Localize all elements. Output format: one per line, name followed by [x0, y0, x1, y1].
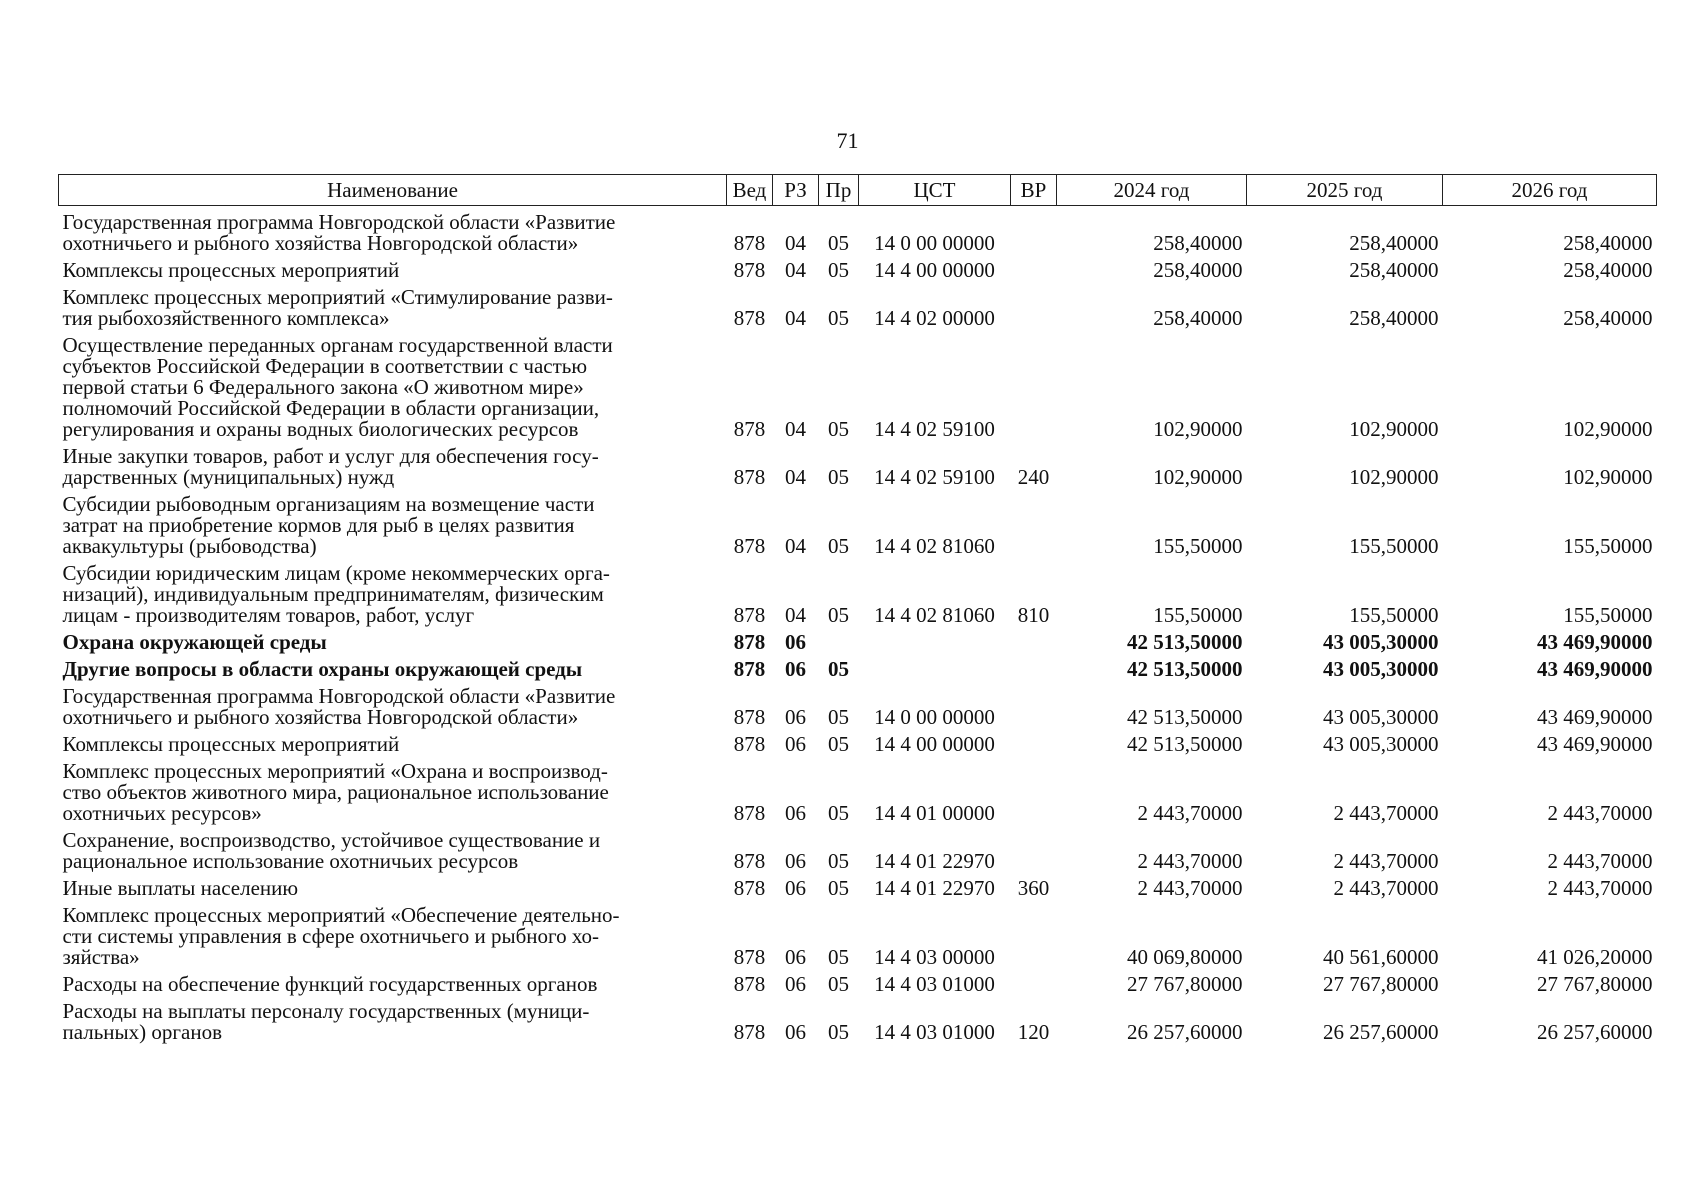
name-line: охотничьего и рыбного хозяйства Новгородской области» — [62, 231, 579, 255]
name-line: пальных) органов — [62, 1020, 222, 1044]
cell-cst: 14 4 00 00000 — [874, 258, 995, 282]
cell-pr: 05 — [828, 258, 849, 282]
cell-2024: 102,90000 — [1153, 417, 1243, 441]
table-row — [59, 557, 1657, 626]
cell-2026: 155,50000 — [1563, 534, 1653, 558]
cell-2026: 43 469,90000 — [1537, 630, 1653, 654]
cell-cst — [859, 653, 1011, 680]
name-line: полномочий Российской Федерации в области организации, — [62, 396, 600, 420]
cell-cst: 14 4 02 59100 — [874, 417, 995, 441]
cell-2024: 40 069,80000 — [1127, 945, 1243, 969]
header-rz: РЗ — [773, 175, 819, 206]
name-line: тия рыбохозяйственного комплекса» — [62, 306, 390, 330]
cell-rz: 06 — [785, 801, 806, 825]
name-line: охотничьего и рыбного хозяйства Новгородской области» — [62, 705, 579, 729]
cell-cst — [859, 626, 1011, 653]
cell-ved: 878 — [733, 417, 766, 441]
name-line: субъектов Российской Федерации в соответствии с частью — [62, 354, 588, 378]
cell-2026: 258,40000 — [1563, 258, 1653, 282]
cell-rz: 04 — [785, 258, 806, 282]
name-line: Сохранение, воспроизводство, устойчивое существование и — [62, 828, 601, 852]
cell-ved: 878 — [733, 945, 766, 969]
cell-rz: 06 — [785, 732, 806, 756]
cell-2025: 2 443,70000 — [1333, 849, 1439, 873]
cell-2025: 40 561,60000 — [1323, 945, 1439, 969]
cell-cst: 14 4 03 01000 — [874, 1020, 995, 1044]
cell-cst: 14 4 02 59100 — [874, 465, 995, 489]
cell-vr — [1011, 206, 1057, 255]
cell-cst: 14 0 00 00000 — [874, 231, 995, 255]
cell-2026: 27 767,80000 — [1537, 972, 1653, 996]
cell-pr: 05 — [828, 876, 849, 900]
cell-rz: 06 — [785, 630, 806, 654]
cell-rz: 06 — [785, 705, 806, 729]
table-row — [59, 254, 1657, 281]
cell-rz: 06 — [785, 876, 806, 900]
cell-rz: 06 — [785, 972, 806, 996]
cell-2024: 42 513,50000 — [1127, 732, 1243, 756]
table-row — [59, 899, 1657, 968]
cell-pr: 05 — [828, 732, 849, 756]
cell-cst: 14 4 01 22970 — [874, 876, 995, 900]
cell-vr: 360 — [1017, 876, 1050, 900]
cell-2026: 102,90000 — [1563, 417, 1653, 441]
cell-name — [59, 440, 727, 488]
cell-2026: 2 443,70000 — [1547, 801, 1653, 825]
header-2026: 2026 год — [1443, 175, 1657, 206]
cell-pr: 05 — [828, 1020, 849, 1044]
name-line: Иные выплаты населению — [62, 876, 299, 900]
name-line: Комплекс процессных мероприятий «Охрана и воспроизвод- — [62, 759, 608, 783]
header-vr: ВР — [1011, 175, 1057, 206]
header-pr: Пр — [819, 175, 859, 206]
cell-ved: 878 — [733, 534, 766, 558]
cell-cst: 14 4 00 00000 — [874, 732, 995, 756]
name-line: затрат на приобретение кормов для рыб в целях развития — [62, 513, 575, 537]
cell-rz: 06 — [785, 657, 806, 681]
cell-name — [59, 329, 727, 440]
cell-pr: 05 — [828, 945, 849, 969]
table-header-row — [59, 175, 1657, 206]
cell-2024: 258,40000 — [1153, 258, 1243, 282]
table-row — [59, 755, 1657, 824]
name-line: Иные закупки товаров, работ и услуг для обеспечения госу- — [62, 444, 599, 468]
cell-vr: 810 — [1017, 603, 1050, 627]
cell-pr: 05 — [828, 306, 849, 330]
name-line: Государственная программа Новгородской области «Развитие — [62, 210, 616, 234]
cell-pr: 05 — [828, 417, 849, 441]
cell-ved: 878 — [733, 972, 766, 996]
cell-rz: 04 — [785, 231, 806, 255]
cell-vr — [1011, 968, 1057, 995]
cell-2024: 42 513,50000 — [1127, 705, 1243, 729]
cell-2025: 43 005,30000 — [1323, 732, 1439, 756]
cell-name — [59, 872, 727, 899]
cell-vr — [1011, 728, 1057, 755]
cell-2025: 2 443,70000 — [1333, 876, 1439, 900]
cell-2024: 42 513,50000 — [1127, 657, 1243, 681]
cell-cst: 14 4 01 00000 — [874, 801, 995, 825]
name-line: лицам - производителям товаров, работ, услуг — [62, 603, 475, 627]
table-row — [59, 488, 1657, 557]
cell-2026: 43 469,90000 — [1537, 657, 1653, 681]
cell-name — [59, 680, 727, 728]
cell-2025: 155,50000 — [1349, 603, 1439, 627]
cell-2024: 42 513,50000 — [1127, 630, 1243, 654]
table-body — [59, 206, 1657, 1044]
name-line: рациональное использование охотничьих ресурсов — [62, 849, 519, 873]
cell-cst: 14 4 03 00000 — [874, 945, 995, 969]
header-name: Наименование — [59, 175, 727, 206]
cell-2026: 155,50000 — [1563, 603, 1653, 627]
header-cst: ЦСТ — [859, 175, 1011, 206]
name-line: регулирования и охраны водных биологических ресурсов — [62, 417, 579, 441]
cell-vr — [1011, 899, 1057, 968]
cell-pr: 05 — [828, 465, 849, 489]
name-line: Расходы на выплаты персоналу государственных (муници- — [62, 999, 590, 1023]
cell-vr — [1011, 254, 1057, 281]
cell-2024: 2 443,70000 — [1137, 876, 1243, 900]
cell-vr — [1011, 488, 1057, 557]
cell-2025: 43 005,30000 — [1323, 630, 1439, 654]
cell-vr — [1011, 281, 1057, 329]
cell-name — [59, 626, 727, 653]
cell-cst: 14 4 02 00000 — [874, 306, 995, 330]
cell-ved: 878 — [733, 876, 766, 900]
cell-ved: 878 — [733, 306, 766, 330]
cell-rz: 04 — [785, 306, 806, 330]
cell-vr — [1011, 680, 1057, 728]
table-row — [59, 968, 1657, 995]
cell-ved: 878 — [733, 603, 766, 627]
table-row — [59, 329, 1657, 440]
cell-2025: 102,90000 — [1349, 417, 1439, 441]
header-ved: Вед — [727, 175, 773, 206]
table-row — [59, 653, 1657, 680]
cell-ved: 878 — [733, 258, 766, 282]
name-line: Комплексы процессных мероприятий — [62, 732, 400, 756]
cell-pr: 05 — [828, 657, 849, 681]
cell-2026: 41 026,20000 — [1537, 945, 1653, 969]
cell-2026: 43 469,90000 — [1537, 705, 1653, 729]
cell-pr: 05 — [828, 705, 849, 729]
cell-ved: 878 — [733, 630, 766, 654]
table-row — [59, 995, 1657, 1043]
table-row — [59, 440, 1657, 488]
name-line: дарственных (муниципальных) нужд — [62, 465, 395, 489]
cell-ved: 878 — [733, 732, 766, 756]
cell-2026: 258,40000 — [1563, 306, 1653, 330]
cell-name — [59, 755, 727, 824]
cell-name — [59, 728, 727, 755]
cell-rz: 06 — [785, 849, 806, 873]
cell-name — [59, 254, 727, 281]
table-row — [59, 872, 1657, 899]
cell-2024: 155,50000 — [1153, 534, 1243, 558]
table-row — [59, 626, 1657, 653]
name-line: аквакультуры (рыбоводства) — [62, 534, 317, 558]
name-line: Осуществление переданных органам государственной власти — [62, 333, 613, 357]
cell-cst: 14 4 01 22970 — [874, 849, 995, 873]
cell-2026: 2 443,70000 — [1547, 849, 1653, 873]
cell-2025: 155,50000 — [1349, 534, 1439, 558]
cell-rz: 04 — [785, 603, 806, 627]
name-line: зяйства» — [62, 945, 140, 969]
cell-vr — [1011, 755, 1057, 824]
name-line: низаций), индивидуальным предпринимателям, физическим — [62, 582, 604, 606]
cell-2024: 27 767,80000 — [1127, 972, 1243, 996]
name-line: первой статьи 6 Федерального закона «О животном мире» — [62, 375, 584, 399]
name-line: ство объектов животного мира, рациональное использование — [62, 780, 609, 804]
table-row — [59, 680, 1657, 728]
name-line: Комплексы процессных мероприятий — [62, 258, 400, 282]
cell-ved: 878 — [733, 231, 766, 255]
cell-ved: 878 — [733, 1020, 766, 1044]
name-line: Расходы на обеспечение функций государственных органов — [62, 972, 598, 996]
budget-table — [58, 174, 1657, 1043]
name-line: охотничьих ресурсов» — [62, 801, 262, 825]
cell-ved: 878 — [733, 801, 766, 825]
name-line: Другие вопросы в области охраны окружающей среды — [62, 657, 583, 681]
cell-ved: 878 — [733, 465, 766, 489]
cell-2025: 258,40000 — [1349, 231, 1439, 255]
cell-ved: 878 — [733, 849, 766, 873]
cell-2026: 258,40000 — [1563, 231, 1653, 255]
cell-name — [59, 653, 727, 680]
cell-pr: 05 — [828, 603, 849, 627]
cell-vr — [1011, 824, 1057, 872]
cell-cst: 14 4 02 81060 — [874, 534, 995, 558]
cell-2026: 102,90000 — [1563, 465, 1653, 489]
cell-vr — [1011, 653, 1057, 680]
cell-2024: 2 443,70000 — [1137, 801, 1243, 825]
page-number: 71 — [836, 128, 859, 153]
cell-2025: 102,90000 — [1349, 465, 1439, 489]
name-line: Субсидии юридическим лицам (кроме некоммерческих орга- — [62, 561, 610, 585]
cell-2024: 258,40000 — [1153, 231, 1243, 255]
header-2024: 2024 год — [1057, 175, 1247, 206]
cell-name — [59, 488, 727, 557]
cell-name — [59, 281, 727, 329]
name-line: Комплекс процессных мероприятий «Обеспечение деятельно- — [62, 903, 620, 927]
cell-2025: 258,40000 — [1349, 258, 1439, 282]
name-line: Субсидии рыбоводным организациям на возмещение части — [62, 492, 595, 516]
name-line: Охрана окружающей среды — [62, 630, 327, 654]
cell-rz: 04 — [785, 417, 806, 441]
cell-2024: 26 257,60000 — [1127, 1020, 1243, 1044]
cell-2024: 155,50000 — [1153, 603, 1243, 627]
cell-2026: 43 469,90000 — [1537, 732, 1653, 756]
cell-pr: 05 — [828, 849, 849, 873]
cell-pr: 05 — [828, 801, 849, 825]
cell-rz: 06 — [785, 945, 806, 969]
cell-vr: 120 — [1017, 1020, 1050, 1044]
table-row — [59, 281, 1657, 329]
cell-2025: 43 005,30000 — [1323, 705, 1439, 729]
cell-vr: 240 — [1017, 465, 1050, 489]
cell-cst: 14 0 00 00000 — [874, 705, 995, 729]
name-line: Комплекс процессных мероприятий «Стимулирование разви- — [62, 285, 613, 309]
cell-name — [59, 899, 727, 968]
cell-2025: 2 443,70000 — [1333, 801, 1439, 825]
cell-pr — [819, 626, 859, 653]
cell-rz: 06 — [785, 1020, 806, 1044]
cell-2026: 26 257,60000 — [1537, 1020, 1653, 1044]
cell-rz: 04 — [785, 465, 806, 489]
table-row — [59, 206, 1657, 255]
cell-2025: 258,40000 — [1349, 306, 1439, 330]
cell-pr: 05 — [828, 231, 849, 255]
cell-name — [59, 995, 727, 1043]
cell-pr: 05 — [828, 972, 849, 996]
cell-2024: 258,40000 — [1153, 306, 1243, 330]
name-line: сти системы управления в сфере охотничьего и рыбного хо- — [62, 924, 600, 948]
cell-name — [59, 824, 727, 872]
cell-2025: 43 005,30000 — [1323, 657, 1439, 681]
cell-pr: 05 — [828, 534, 849, 558]
cell-2024: 102,90000 — [1153, 465, 1243, 489]
cell-cst: 14 4 03 01000 — [874, 972, 995, 996]
cell-name — [59, 968, 727, 995]
cell-2024: 2 443,70000 — [1137, 849, 1243, 873]
table-row — [59, 824, 1657, 872]
cell-ved: 878 — [733, 705, 766, 729]
table-row — [59, 728, 1657, 755]
cell-cst: 14 4 02 81060 — [874, 603, 995, 627]
cell-2026: 2 443,70000 — [1547, 876, 1653, 900]
cell-2025: 27 767,80000 — [1323, 972, 1439, 996]
cell-vr — [1011, 626, 1057, 653]
cell-name — [59, 557, 727, 626]
name-line: Государственная программа Новгородской области «Развитие — [62, 684, 616, 708]
cell-name — [59, 206, 727, 255]
header-2025: 2025 год — [1247, 175, 1443, 206]
cell-rz: 04 — [785, 534, 806, 558]
cell-2025: 26 257,60000 — [1323, 1020, 1439, 1044]
cell-ved: 878 — [733, 657, 766, 681]
cell-vr — [1011, 329, 1057, 440]
